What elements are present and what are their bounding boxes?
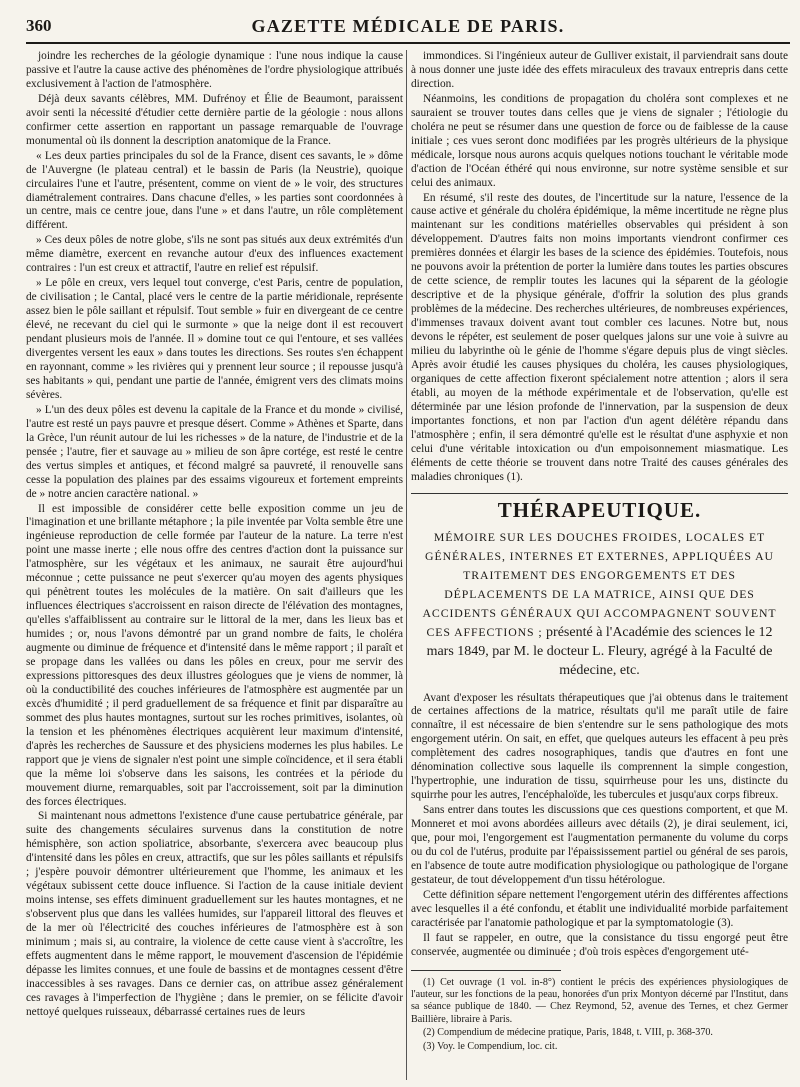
memoir-title-caps: MÉMOIRE SUR LES DOUCHES FROIDES, LOCALES ET GÉNÉRALES, INTERNES ET EXTERNES, APPLIQUÉES AU TRAITEMENT DES ENGORGEMENTS ET DES DÉPLACEMENTS DE LA MATRICE, AINSI QUE DES ACCIDENTS GÉNÉRAUX QUI ACCOMPAGNENT SOUVENT CES AFFECTIONS ;: [422, 529, 777, 639]
paragraph: Avant d'exposer les résultats thérapeutiques que j'ai obtenus dans le traitement de certaines affections de la matrice, résultats qu'il me paraît utile de faire connaître, il est nécessaire de bien s'entendre sur le sens pathologique des mots engorgement utérin. On sait, en effet, que quelques auteurs les effacent à peu près complètement des cadres nosographiques, tandis que d'autres en font une dénomination collective sous laquelle ils comprennent la simple congestion, l'hypertrophie, une induration de tissu, squirrheuse pour les uns, distincte du squirrhe pour les autres, l'encéphaloïde, les tubercules et jusqu'aux corps fibreux.: [411, 691, 788, 802]
paragraph: joindre les recherches de la géologie dynamique : l'une nous indique la cause passive et l'autre la cause active des phénomènes de l'ordre physiologique attribués exclusivement à l'action de l'atmosphère.: [26, 50, 403, 90]
paragraph: Il est impossible de considérer cette belle exposition comme un jeu de l'imagination et une brillante métaphore ; la pile inventée par Volta semble être une ingénieuse reproduction de celle formée par l'auteur de la nature. La terre n'est point une masse inerte ; elle nous offre des centres d'action dont la puissance sur l'atmosphère, sur les végétaux et les animaux, ne saurait être aujourd'hui méconnue ; cette puissance ne peut s'exercer qu'au moyen des agents physiques qui pénètrent toutes les molécules de la matière. On sait d'ailleurs que les influences électriques s'accroissent en raison directe de l'élévation des montagnes, qu'elles s'affaiblissent au contraire sur le littoral de la mer, dans les lieux bas et humides ; or, nous l'avons démontré par un grand nombre de faits, le choléra augmente ou diminue de fréquence et d'intensité dans le même rapport ; il paraît et se propage dans les vallées ou dans les pôles en creux, pour me servir des expressions pittoresques des deux illustres géologues que je viens de nommer, là où la conductibilité des couches inférieures de l'atmosphère est augmentée par un excès d'humidité ; il perd graduellement de sa fréquence et finit par disparaître au sommet des plus hautes montagnes, surtout sur les roches primitives, isolantes, où la tension et les phénomènes électriques acquièrent leur maximum d'intensité, d'après les recherches de Saussure et des physiciens modernes les plus habiles. Le rapport que je viens de signaler n'est point une simple coïncidence, et il sera établi que la même loi s'observe dans les saisons, les contrées et la période du mouvement diurne, remarquables, soit par l'accroissement, soit par la diminution des forces électriques.: [26, 502, 403, 808]
paragraph: Néanmoins, les conditions de propagation du choléra sont complexes et ne sauraient se trouver toutes dans celles que je viens de signaler ; l'étiologie du choléra ne peut se résumer dans une question de force ou de faiblesse de la cause initiale ; ces vues seront donc modifiées par les progrès ultérieurs de la physique médicale, lorsque nous aurons acquis quelques notions touchant le véritable mode d'action de l'Océan éthéré qui nous environne, sur notre système sensible et sur celui des animaux.: [411, 92, 788, 189]
quote-paragraph: « Les deux parties principales du sol de la France, disent ces savants, le » dôme de l'Auvergne (le plateau central) et le bassin de Paris (la Neustrie), quoique circulaires l'une et l'autre, présentent, comme on vient de » le voir, des structures diamétralement contraires. Dans chacune d'elles, » les parties sont coordonnées à un centre, mais ce centre joue, dans l'une » et dans l'autre, un rôle complètement différent.: [26, 149, 403, 232]
footnote: (3) Voy. le Compendium, loc. cit.: [423, 1040, 558, 1052]
journal-title: GAZETTE MÉDICALE DE PARIS.: [251, 16, 565, 36]
header-rule: [26, 42, 790, 44]
paragraph: En résumé, s'il reste des doutes, de l'incertitude sur la nature, l'essence de la cause active et générale du choléra épidémique, la même incertitude ne règne plus maintenant sur les conditions matérielles observables qui président à son développement. D'autres faits non moins importants viendront confirmer ces premières données et élargir les bases de la science des épidémies. Toutefois, nous ne pouvons avoir la prétention de porter la lumière dans toutes les parties obscures de cette science, de remplir toutes les lacunes qui la séparent de la géologie descriptive et de la physique générale, d'offrir la solution des plus grands problèmes de la médecine. Des recherches ultérieures, de nombreuses expériences, d'immenses travaux doivent avant tout combler ces lacunes. Notre but, nous devons le répéter, est seulement de poser quelques jalons sur une voie à suivre au milieu du labyrinthe où le génie de l'homme s'égare depuis plus de vingt siècles. Après avoir étudié les causes physiques du choléra, les causes physiologiques, organiques de cette affection fixeront spécialement notre attention ; alors il sera établi, au moyen de la méthode expérimentale et de l'observation, qu'elle est déterminée par une lésion profonde de l'innervation, par la suspension de deux importantes fonctions, et non par l'action d'un agent délétère répandu dans l'atmosphère ; enfin, il sera démontré qu'elle est le résultat d'une asphyxie et non celui d'une véritable intoxication ou d'un empoisonnement miasmatique. Les éléments de cette théorie se trouvent dans notre Traité des causes générales des maladies chroniques (1).: [411, 191, 788, 483]
memoir-title: [417, 528, 782, 680]
paragraph: Sans entrer dans toutes les discussions que ces questions comportent, et que M. Monneret et moi avons abordées ailleurs avec détails (2), je dirai seulement, ici, que, pour moi, l'engorgement est l'augmentation permanente du volume du corps ou du col de l'utérus, produite par l'épaississement partiel ou général de ses parois, en l'absence de toute autre modification physiologique ou pathologique de l'organe gestateur, de tout développement d'un tissu hétérologue.: [411, 804, 788, 886]
paragraph: Il faut se rappeler, en outre, que la consistance du tissu engorgé peut être conservée, augmentée ou diminuée ; d'où trois espèces d'engorgement uté-: [411, 931, 788, 958]
right-column: [411, 50, 788, 1080]
quote-paragraph: » Ces deux pôles de notre globe, s'ils ne sont pas situés aux deux extrémités d'un même diamètre, exercent en revanche autour d'eux des influences exactement contraires : l'un est creux et attractif, l'autre en relief est répulsif.: [26, 234, 403, 275]
footnotes: [411, 977, 788, 1053]
left-column: [26, 50, 403, 1080]
column-divider: [406, 50, 407, 1080]
paragraph: Déjà deux savants célèbres, MM. Dufrénoy et Élie de Beaumont, paraissent avoir senti la nécessité d'étudier cette dernière partie de la géologie : nous allons confirmer cette assertion en rapportant un passage remarquable de l'ouvrage monumental où ils donnent la description anatomique de la France.: [26, 92, 403, 147]
page-number: 360: [26, 16, 52, 35]
paragraph: Si maintenant nous admettons l'existence d'une cause pertubatrice générale, par suite des changements séculaires survenus dans la constitution de notre hémisphère, son action spoliatrice, absorbante, s'exercera avec beaucoup plus d'intensité dans les pôles en creux, attractifs, que sur les pôles saillants et répulsifs ; j'espère pouvoir démontrer ultérieurement que l'homme, les animaux et les végétaux subissent cette douce influence. Si l'action de la cause initiale devient moins intense, ses effets diminuent graduellement sur les hautes montagnes, et ne s'observent plus que dans les vallées humides, sur l'appareil littoral des fleuves et de la mer où l'électricité des couches inférieures de l'atmosphère est à son minimum ; mais si, au contraire, la violence de cette cause vient à s'accroître, les effets augmentent dans le même rapport, le mouvement d'ascension de l'épidémie dépasse les limites connues, et une foule de bassins et de montagnes cessent d'être inaccessibles à ses ravages. Dans ce dernier cas, on attribue assez généralement ces ravages à l'imperfection de l'hygiène ; dans le premier, on se félicite d'avoir nettoyé quelques ruisseaux, débarrassé certaines rues de leurs: [26, 810, 403, 1018]
paragraph: Cette définition sépare nettement l'engorgement utérin des différentes affections avec lesquelles il a été confondu, et établit une individualité morbide parfaitement caractérisée par l'anatomie pathologique et par la symptomatologie (3).: [411, 888, 788, 929]
section-divider: [411, 493, 788, 494]
quote-paragraph: » L'un des deux pôles est devenu la capitale de la France et du monde » civilisé, l'autre est resté un pays pauvre et presque désert. Comme » Athènes et Sparte, dans la Grèce, l'un réunit autour de lui les richesses » de la nature, de l'industrie et de la pensée ; l'autre, fier et sauvage au » milieu de son âpre cortége, est resté le centre des vertus simples et antiques, et fécond malgré sa pauvreté, il renouvelle sans cesse la population des plaines par des essaims vigoureux et fortement empreints de » notre ancien caractère national. »: [26, 403, 403, 500]
footnote: (1) Cet ouvrage (1 vol. in-8°) contient le précis des expériences physiologiques de l'auteur, sur les fonctions de la peau, honorées d'un prix Montyon décerné par l'Institut, dans sa séance publique de 1840. — Chez Reymond, 52, avenue des Ternes, et chez Germer Baillière, libraire à Paris.: [411, 976, 788, 1025]
page-header: [26, 14, 790, 42]
footnote: (2) Compendium de médecine pratique, Paris, 1848, t. VIII, p. 368-370.: [423, 1027, 713, 1039]
quote-paragraph: » Le pôle en creux, vers lequel tout converge, c'est Paris, centre de population, de civilisation ; le Cantal, placé vers le centre de la partie méridionale, représente assez bien le pôle saillant et répulsif. Tout semble » fuir en divergeant de ce centre élevé, ne recevant du ciel qui le surmonte » que la neige dont il est recouvert pendant plusieurs mois de l'année. Il » domine tout ce qui l'entoure, et ses vallées divergentes versent les eaux » dans toutes les directions. Ses routes s'en échappent en rayonnant, comme » les rivières qui y prennent leur source ; il repousse jusqu'à ses habitants » qui, pendant une partie de l'année, émigrent vers des climats moins sévères.: [26, 277, 403, 401]
footnote-divider: [411, 970, 561, 971]
section-title: THÉRAPEUTIQUE.: [497, 497, 702, 522]
paragraph: immondices. Si l'ingénieux auteur de Gulliver existait, il parviendrait sans doute à nous donner une juste idée des effets miraculeux des travaux entrepris dans cette direction.: [411, 50, 788, 90]
memoir-title-rest: présenté à l'Académie des sciences le 12 mars 1849, par M. le docteur L. Fleury, agrégé à la Faculté de médecine, etc.: [426, 624, 773, 678]
